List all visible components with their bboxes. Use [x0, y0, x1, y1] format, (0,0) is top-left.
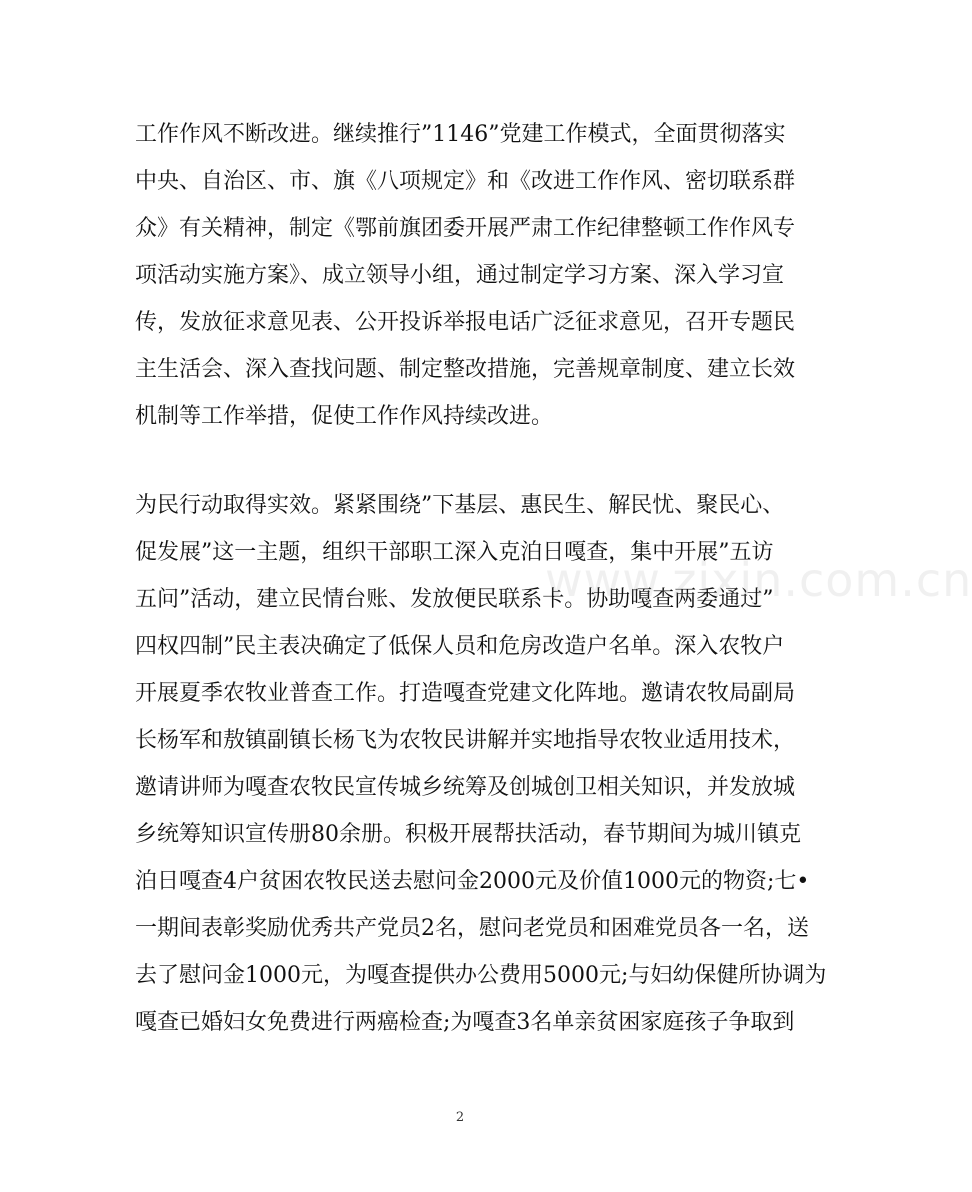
text-line: 工作作风不断改进。继续推行”1146”党建工作模式，全面贯彻落实 [135, 122, 786, 147]
text-line: 主生活会、深入查找问题、制定整改措施，完善规章制度、建立长效 [135, 357, 796, 382]
text-line: 五问”活动，建立民情台账、发放便民联系卡。协助嘎查两委通过” [135, 587, 774, 612]
text-line: 去了慰问金1000元，为嘎查提供办公费用5000元;与妇幼保健所协调为 [135, 963, 827, 988]
text-line: 一期间表彰奖励优秀共产党员2名，慰问老党员和困难党员各一名，送 [135, 916, 809, 941]
text-line: 开展夏季农牧业普查工作。打造嘎查党建文化阵地。邀请农牧局副局 [135, 681, 796, 706]
text-line: 长杨军和敖镇副镇长杨飞为农牧民讲解并实地指导农牧业适用技术， [135, 728, 796, 753]
text-line: 机制等工作举措，促使工作作风持续改进。 [135, 404, 554, 429]
watermark: www.zixin.com.cn [545, 553, 972, 607]
text-line: 项活动实施方案》、成立领导小组，通过制定学习方案、深入学习宣 [135, 263, 785, 288]
text-line: 四权四制”民主表决确定了低保人员和危房改造户名单。深入农牧户 [135, 634, 785, 659]
text-line: 促发展”这一主题，组织干部职工深入克泊日嘎查，集中开展”五访 [135, 540, 774, 565]
text-line: 泊日嘎查4户贫困农牧民送去慰问金2000元及价值1000元的物资;七• [135, 869, 810, 894]
text-line: 中央、自治区、市、旗《八项规定》和《改进工作作风、密切联系群 [135, 169, 796, 194]
text-line: 为民行动取得实效。紧紧围绕”下基层、惠民生、解民忧、聚民心、 [135, 493, 785, 518]
page-number: 2 [455, 1110, 465, 1125]
text-line: 嘎查已婚妇女免费进行两癌检查;为嘎查3名单亲贫困家庭孩子争取到 [135, 1010, 795, 1035]
text-line: 众》有关精神，制定《鄂前旗团委开展严肃工作纪律整顿工作作风专 [135, 216, 796, 241]
paragraph-work-style [135, 111, 795, 440]
text-line: 乡统筹知识宣传册80余册。积极开展帮扶活动，春节期间为城川镇克 [135, 822, 801, 847]
text-line: 邀请讲师为嘎查农牧民宣传城乡统筹及创城创卫相关知识，并发放城 [135, 775, 796, 800]
text-line: 传，发放征求意见表、公开投诉举报电话广泛征求意见，召开专题民 [135, 310, 796, 335]
